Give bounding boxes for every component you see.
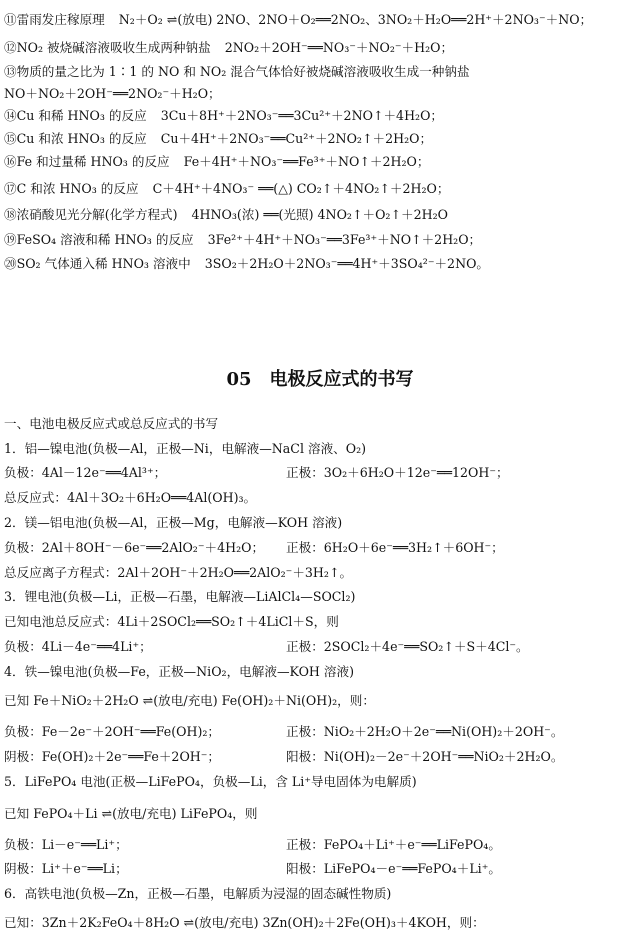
- reaction-label: ⑫NO₂ 被烧碱溶液吸收生成两种钠盐: [4, 40, 211, 55]
- text-line: [4, 885, 391, 902]
- line-left: 负极：2Al＋8OH⁻－6e⁻══2AlO₂⁻＋4H₂O；: [4, 540, 265, 555]
- text-line: [4, 514, 342, 531]
- line-left: 负极：4Al－12e⁻══4Al³⁺；: [4, 465, 167, 480]
- line-left: 3．锂电池(负极—Li，正极—石墨，电解液—LiAlCl₄—SOCl₂): [4, 589, 356, 604]
- text-line: [4, 415, 218, 432]
- line-right: 正极：FePO₄＋Li⁺＋e⁻══LiFePO₄。: [286, 837, 501, 852]
- line-left: 2．镁—铝电池(负极—Al，正极—Mg，电解液—KOH 溶液): [4, 515, 343, 530]
- reaction-equation: NO＋NO₂＋2OH⁻══2NO₂⁻＋H₂O；: [4, 86, 221, 101]
- text-line: [4, 663, 354, 680]
- line-left: 4．铁—镍电池(负极—Fe，正极—NiO₂，电解液—KOH 溶液): [4, 664, 355, 679]
- reaction-line: [4, 85, 221, 102]
- line-left: 负极：Li－e⁻══Li⁺；: [4, 837, 128, 852]
- section-title: [0, 365, 640, 391]
- text-line: [4, 773, 417, 790]
- text-line: [4, 638, 529, 655]
- text-line: [4, 692, 375, 709]
- line-left: 已知：3Zn＋2K₂FeO₄＋8H₂O ⇌(放电/充电) 3Zn(OH)₂＋2Fe(OH)₃＋4KOH，则：: [4, 915, 485, 930]
- line-left: 已知 Fe＋NiO₂＋2H₂O ⇌(放电/充电) Fe(OH)₂＋Ni(OH)₂，则：: [4, 693, 375, 708]
- line-left: 负极：4Li－4e⁻══4Li⁺；: [4, 639, 152, 654]
- reaction-line: [4, 206, 448, 223]
- text-line: [4, 748, 563, 765]
- line-left: 1．铝—镍电池(负极—Al，正极—Ni，电解液—NaCl 溶液、O₂): [4, 441, 367, 456]
- line-left: 5．LiFePO₄ 电池(正极—LiFePO₄，负极—Li，含 Li⁺导电固体为电解质): [4, 774, 417, 789]
- line-left: 已知电池总反应式：4Li＋2SOCl₂══SO₂↑＋4LiCl＋S，则: [4, 614, 339, 629]
- reaction-equation: 4HNO₃(浓) ══(光照) 4NO₂↑＋O₂↑＋2H₂O: [191, 207, 448, 222]
- line-right: 正极：6H₂O＋6e⁻══3H₂↑＋6OH⁻；: [286, 540, 504, 555]
- reaction-label: ⑯Fe 和过量稀 HNO₃ 的反应: [4, 154, 170, 169]
- line-right: 阳极：LiFePO₄－e⁻══FePO₄＋Li⁺。: [286, 861, 501, 876]
- reaction-equation: 2NO₂＋2OH⁻══NO₃⁻＋NO₂⁻＋H₂O；: [224, 40, 454, 55]
- text-line: [4, 723, 563, 740]
- reaction-equation: 3SO₂＋2H₂O＋2NO₃⁻══4H⁺＋3SO₄²⁻＋2NO。: [204, 256, 490, 271]
- line-left: 6．高铁电池(负极—Zn，正极—石墨，电解质为浸湿的固态碱性物质): [4, 886, 392, 901]
- reaction-label: ⑳SO₂ 气体通入稀 HNO₃ 溶液中: [4, 256, 191, 271]
- reaction-line: [4, 180, 449, 197]
- line-left: 一、电池电极反应式或总反应式的书写: [4, 416, 219, 431]
- reaction-equation: C＋4H⁺＋4NO₃⁻ ══(△) CO₂↑＋4NO₂↑＋2H₂O；: [152, 181, 450, 196]
- reaction-line: [4, 130, 432, 147]
- text-line: [4, 613, 339, 630]
- reaction-label: ⑱浓硝酸见光分解(化学方程式): [4, 207, 178, 222]
- text-line: [4, 440, 366, 457]
- line-left: 阴极：Fe(OH)₂＋2e⁻══Fe＋2OH⁻；: [4, 749, 220, 764]
- section-number: 05: [226, 369, 252, 390]
- text-line: [4, 464, 509, 481]
- line-left: 阴极：Li⁺＋e⁻══Li；: [4, 861, 128, 876]
- reaction-line: [4, 63, 470, 80]
- text-line: [4, 588, 355, 605]
- reaction-line: [4, 39, 453, 56]
- reaction-line: [4, 255, 489, 272]
- reaction-equation: Cu＋4H⁺＋2NO₃⁻══Cu²⁺＋2NO₂↑＋2H₂O；: [160, 131, 433, 146]
- text-line: [4, 564, 352, 581]
- reaction-equation: 3Cu＋8H⁺＋2NO₃⁻══3Cu²⁺＋2NO↑＋4H₂O；: [160, 108, 444, 123]
- reaction-line: [4, 107, 443, 124]
- text-line: [4, 539, 504, 556]
- line-left: 负极：Fe－2e⁻＋2OH⁻══Fe(OH)₂；: [4, 724, 220, 739]
- line-left: 总反应式：4Al＋3O₂＋6H₂O══4Al(OH)₃。: [4, 490, 257, 505]
- line-right: 正极：2SOCl₂＋4e⁻══SO₂↑＋S＋4Cl⁻。: [286, 639, 529, 654]
- reaction-equation: Fe＋4H⁺＋NO₃⁻══Fe³⁺＋NO↑＋2H₂O；: [183, 154, 430, 169]
- line-right: 正极：3O₂＋6H₂O＋12e⁻══12OH⁻；: [286, 465, 509, 480]
- reaction-equation: 3Fe²⁺＋4H⁺＋NO₃⁻══3Fe³⁺＋NO↑＋2H₂O；: [207, 232, 482, 247]
- reaction-label: ⑭Cu 和稀 HNO₃ 的反应: [4, 108, 147, 123]
- line-right: 正极：NiO₂＋2H₂O＋2e⁻══Ni(OH)₂＋2OH⁻。: [286, 724, 564, 739]
- line-left: 已知 FePO₄＋Li ⇌(放电/充电) LiFePO₄，则: [4, 806, 258, 821]
- text-line: [4, 860, 501, 877]
- text-line: [4, 914, 485, 931]
- line-right: 阳极：Ni(OH)₂－2e⁻＋2OH⁻══NiO₂＋2H₂O。: [286, 749, 564, 764]
- reaction-label: ⑬物质的量之比为 1∶1 的 NO 和 NO₂ 混合气体恰好被烧碱溶液吸收生成一种钠盐: [4, 64, 470, 79]
- reaction-label: ⑮Cu 和浓 HNO₃ 的反应: [4, 131, 147, 146]
- reaction-label: ⑪雷雨发庄稼原理: [4, 12, 105, 27]
- reaction-label: ⑲FeSO₄ 溶液和稀 HNO₃ 的反应: [4, 232, 194, 247]
- section-heading: 电极反应式的书写: [269, 369, 414, 390]
- reaction-label: ⑰C 和浓 HNO₃ 的反应: [4, 181, 139, 196]
- text-line: [4, 805, 257, 822]
- reaction-line: [4, 153, 429, 170]
- reaction-line: [4, 11, 592, 28]
- text-line: [4, 489, 256, 506]
- text-line: [4, 836, 501, 853]
- reaction-equation: N₂＋O₂ ⇌(放电) 2NO、2NO＋O₂══2NO₂、3NO₂＋H₂O══2H⁺＋2NO₃⁻＋NO；: [118, 12, 593, 27]
- line-left: 总反应离子方程式：2Al＋2OH⁻＋2H₂O══2AlO₂⁻＋3H₂↑。: [4, 565, 353, 580]
- reaction-line: [4, 231, 481, 248]
